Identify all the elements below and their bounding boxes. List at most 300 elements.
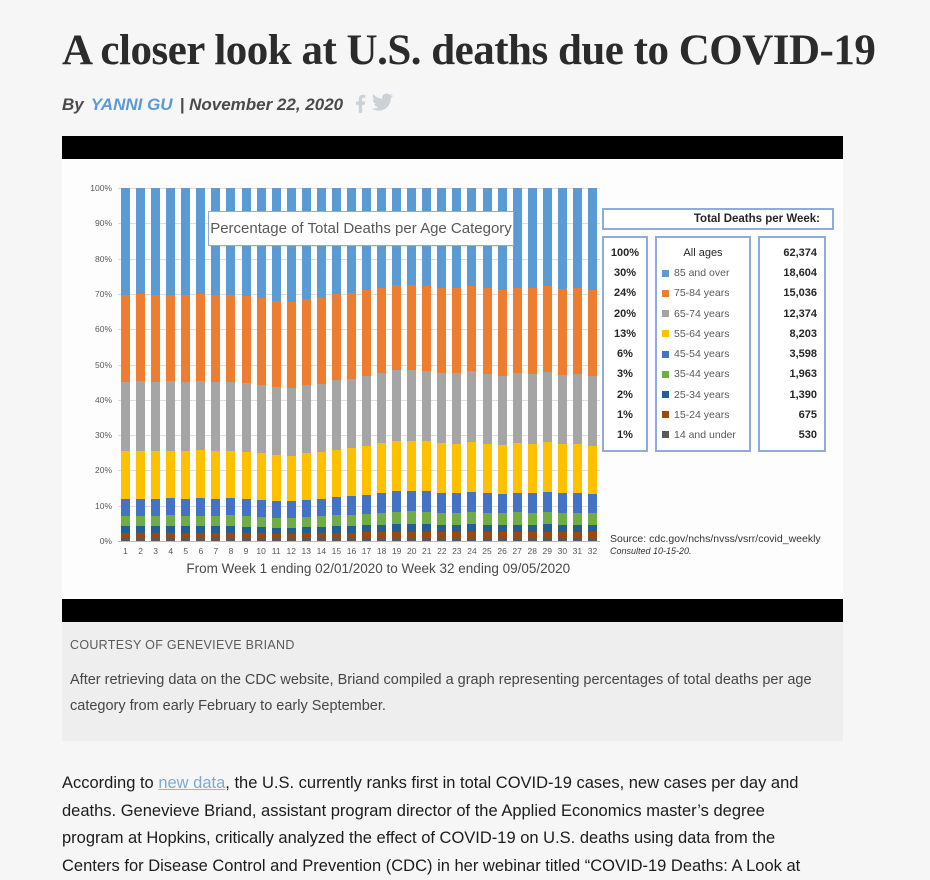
- y-tick-label: 10%: [68, 501, 112, 511]
- bar-segment: [528, 188, 537, 288]
- x-tick-label: 24: [467, 546, 476, 556]
- bar-segment: [513, 538, 522, 541]
- legend-value: 530: [765, 429, 817, 441]
- y-tick-label: 0%: [68, 536, 112, 546]
- x-tick-label: 15: [332, 546, 341, 556]
- bar-segment: [498, 538, 507, 541]
- x-tick-label: 28: [527, 546, 536, 556]
- bar-segment: [272, 387, 281, 455]
- bar-segment: [558, 493, 567, 513]
- bar-segment: [242, 452, 251, 499]
- bar-segment: [166, 498, 175, 515]
- x-tick-slot: [449, 546, 464, 556]
- bar-segment: [226, 295, 235, 382]
- bar-segment: [181, 516, 190, 527]
- bar-segment: [136, 538, 145, 541]
- legend-percent: 20%: [609, 308, 641, 320]
- bar-segment: [558, 538, 567, 541]
- y-tick-label: 60%: [68, 324, 112, 334]
- stacked-bar-week-27: [513, 188, 522, 541]
- bar-slot: [178, 188, 193, 541]
- source-line: Source: cdc.gov/nchs/nvss/vsrr/covid_weekly: [610, 533, 821, 545]
- bar-segment: [181, 451, 190, 498]
- bar-segment: [573, 444, 582, 493]
- bar-segment: [407, 441, 416, 491]
- y-tick-label: 40%: [68, 395, 112, 405]
- bar-segment: [226, 515, 235, 526]
- body-line: program at Hopkins, critically analyzed the effect of COVID-19 on U.S. deaths using data from the: [62, 825, 930, 853]
- bar-segment: [467, 286, 476, 371]
- legend-value: 1,390: [765, 389, 817, 401]
- bar-segment: [467, 442, 476, 492]
- bar-segment: [407, 285, 416, 370]
- bar-segment: [422, 524, 431, 532]
- bar-segment: [332, 497, 341, 515]
- bar-segment: [422, 441, 431, 491]
- bar-segment: [151, 538, 160, 541]
- bar-segment: [272, 501, 281, 518]
- bar-segment: [211, 295, 220, 382]
- bar-segment: [467, 512, 476, 525]
- bar-segment: [347, 538, 356, 541]
- bar-segment: [226, 526, 235, 533]
- stacked-bar-week-3: [151, 188, 160, 541]
- bar-segment: [166, 451, 175, 498]
- page-title: A closer look at U.S. deaths due to COVID-19: [62, 26, 930, 75]
- bar-segment: [498, 525, 507, 532]
- bar-segment: [407, 511, 416, 524]
- legend-percent: 100%: [609, 247, 641, 259]
- legend-swatch-icon: [662, 270, 669, 277]
- bar-segment: [377, 525, 386, 532]
- bar-segment: [407, 524, 416, 532]
- x-tick-slot: [434, 546, 449, 556]
- bar-segment: [211, 451, 220, 498]
- bar-segment: [317, 516, 326, 527]
- bar-segment: [422, 512, 431, 525]
- bar-segment: [196, 188, 205, 294]
- bar-segment: [166, 381, 175, 450]
- bar-segment: [558, 444, 567, 493]
- bar-segment: [588, 446, 597, 494]
- legend-category-column: [655, 236, 751, 452]
- bar-segment: [226, 382, 235, 451]
- bar-segment: [483, 538, 492, 541]
- bar-segment: [151, 295, 160, 382]
- bar-segment: [452, 373, 461, 443]
- bar-segment: [377, 288, 386, 374]
- legend-category: [662, 247, 744, 259]
- bar-segment: [452, 444, 461, 493]
- stacked-bar-week-32: [588, 188, 597, 541]
- bar-segment: [242, 383, 251, 452]
- y-tick-label: 30%: [68, 430, 112, 440]
- bar-segment: [483, 513, 492, 525]
- chart-x-axis-title: From Week 1 ending 02/01/2020 to Week 32 ending 09/05/2020: [118, 561, 639, 576]
- x-tick-label: 17: [362, 546, 371, 556]
- bar-segment: [226, 498, 235, 516]
- bar-segment: [136, 381, 145, 451]
- x-tick-slot: [389, 546, 404, 556]
- stacked-bar-week-2: [136, 188, 145, 541]
- x-tick-slot: [223, 546, 238, 556]
- bar-segment: [452, 288, 461, 373]
- legend-category: [662, 429, 744, 441]
- bar-segment: [573, 374, 582, 444]
- bar-segment: [196, 516, 205, 527]
- stacked-bar-week-4: [166, 188, 175, 541]
- x-tick-slot: [419, 546, 434, 556]
- legend-value: 8,203: [765, 328, 817, 340]
- legend-percent: 2%: [609, 389, 641, 401]
- bar-segment: [513, 288, 522, 374]
- byline: [62, 91, 930, 118]
- y-tick-label: 50%: [68, 360, 112, 370]
- legend-swatch-icon: [662, 330, 669, 337]
- bar-segment: [151, 382, 160, 452]
- legend-swatch-icon: [662, 411, 669, 418]
- bar-slot: [525, 188, 540, 541]
- legend-swatch-icon: [662, 290, 669, 297]
- bar-segment: [377, 493, 386, 513]
- bar-segment: [362, 514, 371, 526]
- x-tick-slot: [118, 546, 133, 556]
- x-tick-slot: [314, 546, 329, 556]
- x-tick-label: 16: [347, 546, 356, 556]
- bar-segment: [513, 493, 522, 513]
- bar-segment: [422, 491, 431, 511]
- x-tick-slot: [570, 546, 585, 556]
- bar-segment: [287, 302, 296, 388]
- legend-category: [662, 267, 744, 279]
- bar-segment: [392, 524, 401, 532]
- legend-value: 62,374: [765, 247, 817, 259]
- byline-by: By: [62, 95, 84, 115]
- bar-segment: [151, 188, 160, 295]
- legend-category: [662, 328, 744, 340]
- x-tick-label: 20: [407, 546, 416, 556]
- bar-segment: [347, 496, 356, 514]
- legend-swatch-icon: [662, 351, 669, 358]
- bar-segment: [558, 525, 567, 532]
- bar-slot: [585, 188, 600, 541]
- bar-segment: [362, 446, 371, 495]
- bar-segment: [302, 517, 311, 527]
- x-tick-label: 31: [573, 546, 582, 556]
- bar-segment: [543, 286, 552, 371]
- bar-segment: [543, 524, 552, 532]
- bar-segment: [573, 525, 582, 532]
- legend-label: 55-64 years: [674, 328, 729, 340]
- bar-segment: [272, 301, 281, 387]
- bar-segment: [272, 455, 281, 501]
- legend-label: 35-44 years: [674, 368, 729, 380]
- stacked-bar-week-30: [558, 188, 567, 541]
- bar-segment: [498, 494, 507, 513]
- x-tick-label: 3: [153, 546, 158, 556]
- legend-swatch-icon: [662, 371, 669, 378]
- bar-segment: [392, 370, 401, 441]
- bar-segment: [543, 492, 552, 512]
- bar-segment: [467, 371, 476, 442]
- bar-segment: [257, 385, 266, 454]
- bar-segment: [588, 525, 597, 532]
- bar-segment: [121, 382, 130, 451]
- body-line: According to new data, the U.S. currently ranks first in total COVID-19 cases, new cases per day and: [62, 770, 930, 798]
- bar-segment: [467, 492, 476, 512]
- x-tick-slot: [480, 546, 495, 556]
- bar-segment: [211, 516, 220, 527]
- bar-segment: [242, 538, 251, 541]
- bar-segment: [543, 442, 552, 491]
- bar-segment: [302, 538, 311, 541]
- chart-xlabels: [118, 546, 600, 556]
- bar-segment: [437, 525, 446, 532]
- chart-plot: [118, 188, 600, 541]
- bar-segment: [392, 512, 401, 525]
- bar-slot: [133, 188, 148, 541]
- bar-segment: [452, 525, 461, 532]
- bar-segment: [362, 525, 371, 532]
- bar-segment: [483, 288, 492, 374]
- bar-segment: [287, 518, 296, 528]
- bar-segment: [347, 293, 356, 379]
- x-tick-label: 7: [214, 546, 219, 556]
- bar-segment: [287, 388, 296, 455]
- legend-swatch-icon: [662, 431, 669, 438]
- bar-segment: [588, 290, 597, 376]
- bar-segment: [302, 385, 311, 453]
- bar-segment: [226, 451, 235, 498]
- x-tick-label: 26: [497, 546, 506, 556]
- chart-title: Percentage of Total Deaths per Age Category: [208, 211, 514, 246]
- x-tick-slot: [510, 546, 525, 556]
- x-tick-label: 1: [123, 546, 128, 556]
- bar-segment: [422, 286, 431, 371]
- bar-segment: [166, 295, 175, 381]
- bar-segment: [392, 491, 401, 511]
- bar-segment: [181, 499, 190, 516]
- image-letterbox-top: [62, 136, 843, 159]
- article-figure: [62, 136, 843, 741]
- author-link[interactable]: YANNI GU: [91, 95, 173, 115]
- bar-segment: [467, 538, 476, 541]
- x-tick-slot: [299, 546, 314, 556]
- bar-segment: [407, 538, 416, 541]
- bar-segment: [437, 288, 446, 374]
- x-tick-slot: [555, 546, 570, 556]
- bar-segment: [257, 538, 266, 541]
- bar-segment: [121, 499, 130, 516]
- x-tick-slot: [359, 546, 374, 556]
- x-tick-label: 30: [558, 546, 567, 556]
- bar-segment: [317, 452, 326, 499]
- x-tick-label: 10: [256, 546, 265, 556]
- bar-segment: [588, 513, 597, 525]
- bar-segment: [498, 290, 507, 376]
- legend-value-column: [758, 236, 826, 452]
- bar-segment: [467, 524, 476, 532]
- legend-percent: 1%: [609, 429, 641, 441]
- bar-segment: [528, 444, 537, 493]
- bar-segment: [121, 295, 130, 382]
- legend-percent: 6%: [609, 348, 641, 360]
- bar-segment: [196, 526, 205, 533]
- facebook-share-icon[interactable]: [354, 91, 367, 118]
- legend-value: 12,374: [765, 308, 817, 320]
- legend-percent: 24%: [609, 287, 641, 299]
- bar-segment: [121, 451, 130, 499]
- y-tick-label: 90%: [68, 218, 112, 228]
- bar-segment: [121, 516, 130, 527]
- x-tick-slot: [178, 546, 193, 556]
- legend-percent: 30%: [609, 267, 641, 279]
- bar-segment: [121, 538, 130, 541]
- bar-segment: [181, 538, 190, 541]
- bar-segment: [166, 526, 175, 533]
- bar-segment: [257, 500, 266, 517]
- gridline: [118, 541, 600, 542]
- x-tick-slot: [133, 546, 148, 556]
- x-tick-slot: [404, 546, 419, 556]
- bar-segment: [392, 538, 401, 541]
- bar-segment: [483, 444, 492, 493]
- bar-segment: [151, 516, 160, 527]
- x-tick-label: 23: [452, 546, 461, 556]
- image-letterbox-bottom: [62, 599, 843, 622]
- bar-segment: [302, 453, 311, 499]
- bar-segment: [302, 500, 311, 517]
- legend-label: All ages: [683, 247, 722, 259]
- bar-segment: [317, 298, 326, 384]
- bar-segment: [513, 188, 522, 288]
- bar-segment: [422, 538, 431, 541]
- bar-segment: [181, 382, 190, 451]
- bar-segment: [362, 290, 371, 376]
- bar-segment: [332, 515, 341, 526]
- bar-segment: [498, 376, 507, 446]
- x-tick-slot: [495, 546, 510, 556]
- x-tick-label: 27: [512, 546, 521, 556]
- bar-segment: [211, 499, 220, 516]
- bar-segment: [483, 374, 492, 444]
- chart-image: [62, 159, 843, 599]
- body-line: deaths. Genevieve Briand, assistant program director of the Applied Economics master’s degree: [62, 798, 930, 826]
- bar-segment: [242, 516, 251, 527]
- bar-slot: [540, 188, 555, 541]
- bar-segment: [543, 512, 552, 525]
- bar-segment: [437, 513, 446, 525]
- bar-segment: [166, 538, 175, 541]
- legend-value: 3,598: [765, 348, 817, 360]
- y-tick-label: 70%: [68, 289, 112, 299]
- bar-segment: [377, 443, 386, 492]
- bar-slot: [118, 188, 133, 541]
- legend-percent: 1%: [609, 409, 641, 421]
- stacked-bar-week-31: [573, 188, 582, 541]
- bar-segment: [498, 445, 507, 494]
- bar-segment: [573, 538, 582, 541]
- bar-segment: [377, 513, 386, 525]
- x-tick-label: 14: [317, 546, 326, 556]
- y-tick-label: 80%: [68, 254, 112, 264]
- bar-slot: [570, 188, 585, 541]
- bar-segment: [422, 371, 431, 441]
- bar-segment: [528, 288, 537, 374]
- bar-segment: [588, 538, 597, 541]
- twitter-share-icon[interactable]: [372, 93, 393, 116]
- x-tick-label: 29: [543, 546, 552, 556]
- x-tick-slot: [540, 546, 555, 556]
- bar-segment: [437, 443, 446, 492]
- bar-segment: [136, 188, 145, 294]
- bar-segment: [181, 188, 190, 295]
- byline-date: | November 22, 2020: [180, 95, 344, 115]
- x-tick-slot: [148, 546, 163, 556]
- legend-category: [662, 409, 744, 421]
- bar-segment: [437, 493, 446, 513]
- x-tick-label: 9: [244, 546, 249, 556]
- legend-label: 85 and over: [674, 267, 729, 279]
- y-tick-label: 20%: [68, 465, 112, 475]
- bar-segment: [407, 370, 416, 441]
- new-data-link[interactable]: new data: [158, 774, 225, 792]
- bar-segment: [226, 538, 235, 541]
- x-tick-slot: [344, 546, 359, 556]
- bar-segment: [543, 188, 552, 286]
- stacked-bar-week-6: [196, 188, 205, 541]
- bar-segment: [242, 296, 251, 383]
- bar-segment: [317, 499, 326, 516]
- bar-segment: [287, 456, 296, 502]
- bar-segment: [528, 374, 537, 444]
- legend-value: 675: [765, 409, 817, 421]
- bar-segment: [513, 525, 522, 532]
- bar-segment: [347, 448, 356, 496]
- legend-swatch-icon: [662, 310, 669, 317]
- bar-segment: [332, 450, 341, 498]
- chart-source: [610, 533, 821, 556]
- bar-segment: [196, 538, 205, 541]
- bar-segment: [211, 538, 220, 541]
- bar-segment: [392, 285, 401, 370]
- body-line: Centers for Disease Control and Prevention (CDC) in her webinar titled “COVID-19 Deaths: A Look at: [62, 853, 930, 880]
- x-tick-label: 6: [198, 546, 203, 556]
- bar-slot: [555, 188, 570, 541]
- bar-segment: [272, 538, 281, 541]
- bar-segment: [347, 379, 356, 449]
- bar-segment: [407, 491, 416, 511]
- x-tick-slot: [163, 546, 178, 556]
- bar-segment: [558, 375, 567, 445]
- bar-segment: [558, 289, 567, 375]
- x-tick-slot: [269, 546, 284, 556]
- legend-label: 25-34 years: [674, 389, 729, 401]
- legend-category: [662, 368, 744, 380]
- bar-segment: [573, 493, 582, 513]
- x-tick-label: 25: [482, 546, 491, 556]
- bar-segment: [196, 498, 205, 516]
- bar-segment: [151, 499, 160, 516]
- bar-segment: [437, 373, 446, 443]
- bar-segment: [121, 188, 130, 295]
- figure-caption-block: [62, 622, 843, 741]
- stacked-bar-week-1: [121, 188, 130, 541]
- legend-label: 15-24 years: [674, 409, 729, 421]
- bar-slot: [148, 188, 163, 541]
- x-tick-slot: [464, 546, 479, 556]
- x-tick-slot: [193, 546, 208, 556]
